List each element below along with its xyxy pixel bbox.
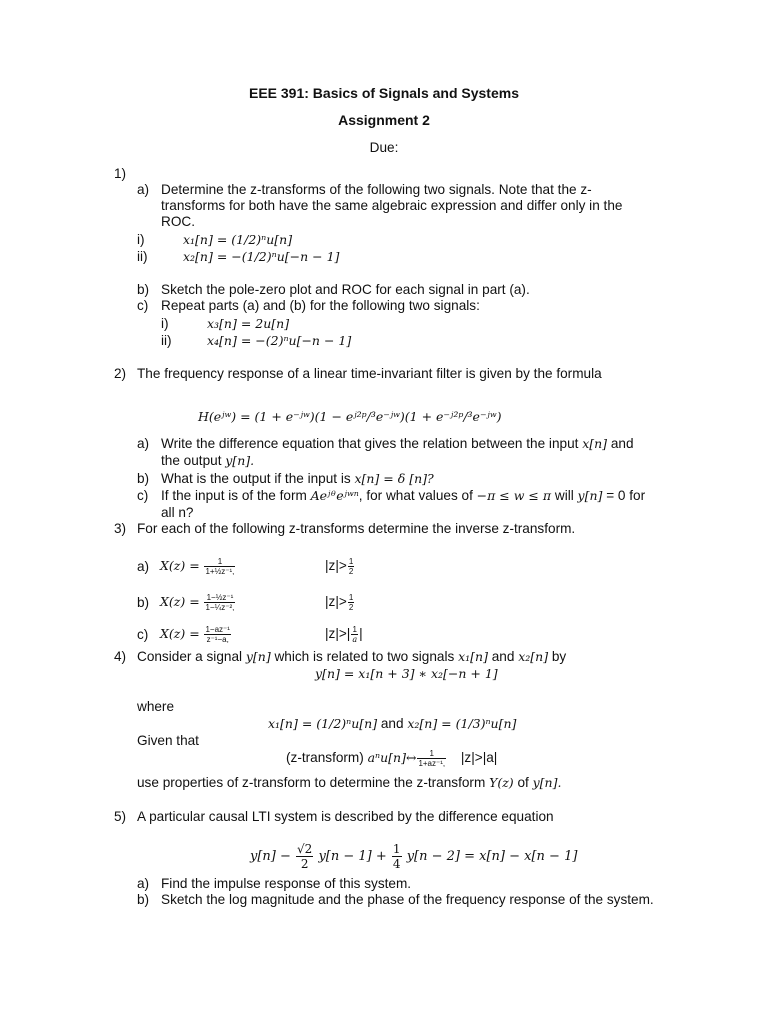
q4-defs [268,715,516,732]
q3-a-roc: |z|> [325,558,347,573]
q3-c-num: 1−az⁻¹ [205,624,230,634]
q4-def1: x₁[n] = (1/2)ⁿu[n] [268,716,378,731]
q4-number: 4) [114,649,127,664]
q1-ii-label: ii) [137,249,148,264]
q5-quarter-fraction [392,842,402,871]
q1-a-label: a) [137,182,150,197]
q4-def2: x₂[n] = (1/3)ⁿu[n] [407,716,517,731]
q2-text: The frequency response of a linear time-invariant filter is given by the formula [137,366,602,381]
q3-b-roc: |z|> [325,594,347,609]
q4-use-y: y[n]. [532,775,562,790]
q3-number: 3) [114,521,127,536]
q3-b-roc-den: 2 [348,602,354,612]
q1-b-label: b) [137,282,150,297]
q1-a-line3: ROC. [161,214,195,229]
q4-where: where [137,699,175,714]
q2-c-line2: all n? [161,505,194,520]
q3-a-expr [160,554,236,578]
q3-b-fraction [204,593,235,612]
q3-a-roc-num: 1 [348,556,354,566]
q4-line1 [137,648,566,665]
q5-quarter-den: 4 [392,857,401,871]
due-label: Due: [369,140,399,155]
q2-formula: H(eʲʷ) = (1 + e⁻ʲʷ)(1 − eʲ²ᵖ/³e⁻ʲʷ)(1 + e⁻ʲ²ᵖ/³e⁻ʲʷ) [198,409,502,424]
q5-eq-mid: y[n − 1] + [318,849,387,864]
q2-c-eq3: y[n] [577,488,603,503]
q4-x2: x₂[n] [518,649,549,664]
q1-b-text: Sketch the pole-zero plot and ROC for each signal in part (a). [161,282,530,297]
q5-sqrt-den: 2 [300,857,309,871]
q2-a-line1-group [161,435,634,452]
q2-c-group [161,487,645,504]
q4-yn: y[n] [245,649,271,664]
q2-b-equation: x[n] = δ [n]? [354,471,434,486]
q2-c-text2: , for what values of [358,488,473,503]
q1-ii-equation: x₂[n] = −(1/2)ⁿu[−n − 1] [183,249,340,264]
q1-a-line1: Determine the z-transforms of the following two signals. Note that the z- [161,182,592,197]
q5-sqrt-fraction [296,842,313,871]
q4-use [137,774,561,791]
q1-a-line2: transforms for both have the same algebraic expression and differ only in the [161,198,623,213]
q2-a-xn: x[n] [582,436,608,451]
q5-a-text: Find the impulse response of this system. [161,876,412,891]
assignment-title: Assignment 2 [338,112,430,128]
q2-a-line1: Write the difference equation that gives the relation between the input [161,436,579,451]
q5-a-label: a) [137,876,150,891]
q4-pair-fraction [417,749,446,768]
q3-b-roc-group [325,590,355,614]
q3-b-num: 1−½z⁻¹ [204,593,235,603]
q3-a-lhs: X(z) = [160,558,200,573]
q3-b-roc-fraction [348,593,354,612]
q3-a-roc-group [325,554,355,578]
q1-c-label: c) [137,298,149,313]
q5-number: 5) [114,809,127,824]
q4-relation: y[n] = x₁[n + 3] ∗ x₂[−n + 1] [315,666,498,681]
q1-i-equation: x₁[n] = (1/2)ⁿu[n] [183,232,293,247]
q2-b-group [161,470,434,487]
q2-c-eq1: Aeʲᶿeʲʷⁿ [310,488,359,503]
q3-c-fraction [204,625,230,644]
q2-c-text4: = 0 for [606,488,646,503]
q1-cii-equation: x₄[n] = −(2)ⁿu[−n − 1] [207,333,352,348]
q3-a-label: a) [137,559,150,574]
q4-x1: x₁[n] [458,649,488,664]
q3-b-roc-num: 1 [348,592,354,602]
q2-number: 2) [114,366,127,381]
q4-given: Given that [137,733,199,748]
q3-a-roc-fraction [348,557,354,576]
q3-c-roc-end: | [359,626,363,641]
q5-eq-rhs: y[n − 2] = x[n] − x[n − 1] [406,849,578,864]
q2-b-text: What is the output if the input is [161,471,351,486]
q4-text2: which is related to two signals [274,649,455,664]
q3-c-roc-group [325,622,363,646]
q3-c-expr [160,622,232,646]
q3-c-roc-num: 1 [352,624,357,634]
q4-pair [286,746,497,770]
q4-and: and [491,649,515,664]
q1-ci-label: i) [161,316,169,331]
q1-number: 1) [114,166,127,181]
q2-c-text3: will [554,488,574,503]
q1-cii-label: ii) [161,333,172,348]
q3-b-den: 1−¼z⁻², [205,602,235,612]
q5-equation [250,840,577,874]
course-title: EEE 391: Basics of Signals and Systems [248,85,519,101]
q3-c-roc: |z|>| [325,626,351,641]
q5-b-label: b) [137,892,150,907]
q4-use-of: of [517,775,529,790]
q4-def-and: and [380,716,404,731]
q5-eq-y: y[n] − [250,849,291,864]
q2-b-label: b) [137,471,150,486]
q3-b-label: b) [137,595,150,610]
q5-quarter-num: 1 [392,842,401,856]
q3-b-lhs: X(z) = [160,594,200,609]
q3-text: For each of the following z-transforms determine the inverse z-transform. [137,521,576,536]
q3-c-roc-den: a [352,634,358,644]
q4-use-text: use properties of z-transform to determine the z-transform [137,775,486,790]
q1-i-label: i) [137,232,145,247]
q4-pair-roc: |z|>|a| [460,750,498,765]
q3-c-roc-fraction [351,625,358,644]
q4-by: by [551,649,567,664]
q3-a-den: 1+½z⁻¹, [205,566,235,576]
q2-a-label: a) [137,436,150,451]
q2-c-text1: If the input is of the form [161,488,307,503]
q4-text1: Consider a signal [137,649,243,664]
q5-text: A particular causal LTI system is described by the difference equation [137,809,554,824]
q4-pair-num: 1 [417,749,446,759]
q1-ci-equation: x₃[n] = 2u[n] [207,316,290,331]
q4-pair-den: 1+az⁻¹, [418,758,446,768]
q3-c-label: c) [137,627,149,642]
q4-pair-lhs: aⁿu[n]↔ [367,750,417,765]
q2-a-line2-group [161,452,254,469]
q3-c-den: z⁻¹−a, [206,634,229,644]
q3-b-expr [160,590,236,614]
q2-c-label: c) [137,488,149,503]
q5-sqrt-num: √2 [297,842,313,856]
q2-c-eq2: −π ≤ w ≤ π [476,488,552,503]
q3-a-fraction [204,557,235,576]
q2-a-yn: y[n]. [225,453,255,468]
q3-a-roc-den: 2 [348,566,354,576]
q1-c-text: Repeat parts (a) and (b) for the following two signals: [161,298,480,313]
q2-a-line2: the output [161,453,222,468]
q4-use-Y: Y(z) [489,775,514,790]
q4-pair-label: (z-transform) [286,750,364,765]
q5-b-text: Sketch the log magnitude and the phase of the frequency response of the system. [161,892,654,907]
q3-c-lhs: X(z) = [160,626,200,641]
q2-a-and: and [610,436,634,451]
q3-a-num: 1 [204,557,235,567]
